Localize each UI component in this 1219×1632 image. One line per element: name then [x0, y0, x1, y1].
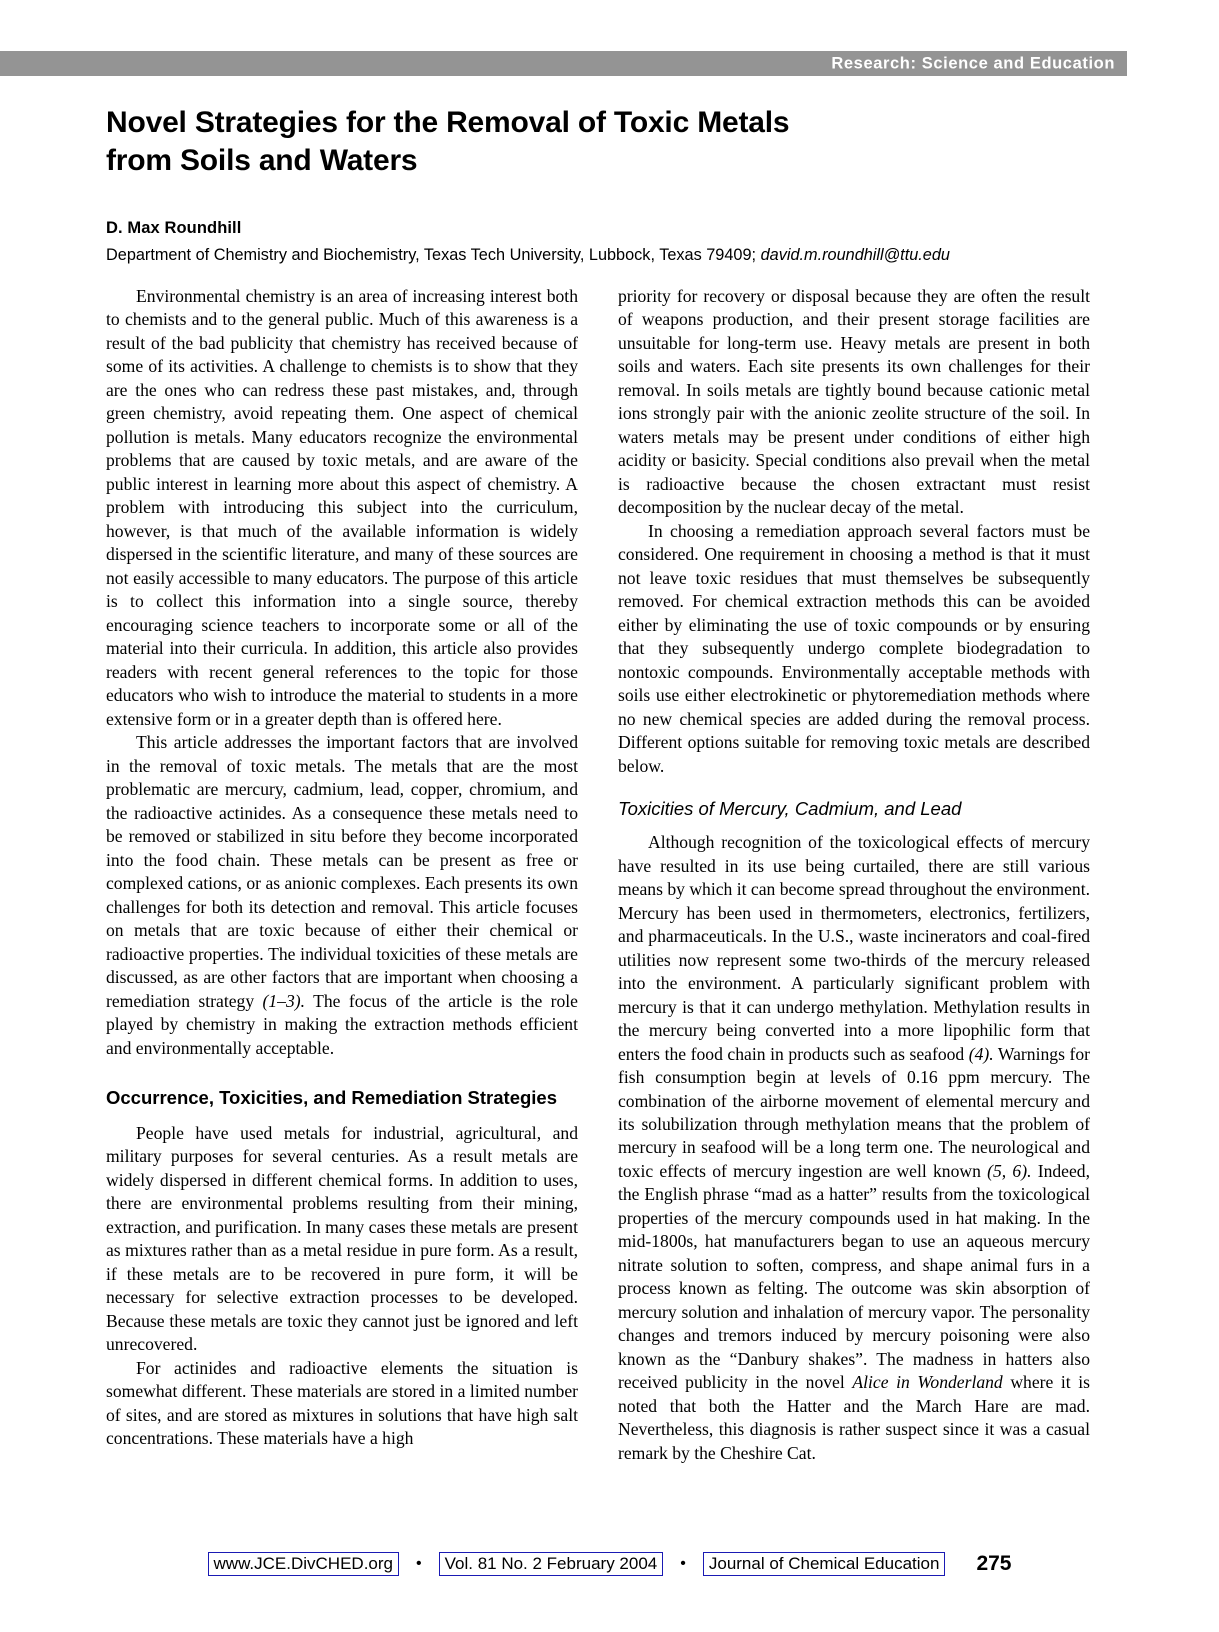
footer-separator-icon: •	[680, 1555, 686, 1573]
subsection-heading: Toxicities of Mercury, Cadmium, and Lead	[618, 798, 962, 820]
article-title-line-1: Novel Strategies for the Removal of Toxic Metals	[106, 106, 790, 139]
running-head-band	[0, 51, 1127, 76]
paragraph: For actinides and radioactive elements the situation is somewhat different. These materials are stored in a limited number of sites, and are stored as mixtures in solutions that have high salt concentrations. These materials have a high	[106, 1357, 578, 1449]
paragraph-text: Although recognition of the toxicological effects of mercury have resulted in its use being curtailed, there are still various means by which it can become spread throughout the environment. Mercury has been used in thermometers, electronics, fertilizers, and pharmaceuticals. In the U.S., waste incinerators and coal-fired utilities now represent some two-thirds of the mercury released into the environment. A particularly significant problem with mercury is that it can undergo methylation. Methylation results in the mercury being converted into a more lipophilic form that enters the food chain in products such as seafood	[618, 832, 1090, 1064]
paragraph-text: Warnings for fish consumption begin at levels of 0.16 ppm mercury. The combination of the airborne movement of elemental mercury and its solubilization through methylation means that the problem of mercury in seafood will be a long term one. The neurological and toxic effects of mercury ingestion are well known	[618, 1043, 1090, 1181]
citation-reference: (5, 6).	[987, 1160, 1032, 1181]
citation-reference: (4).	[968, 1043, 994, 1064]
paragraph: priority for recovery or disposal because they are often the result of weapons production, and their present storage facilities are unsuitable for long-term use. Heavy metals are present in both soils and waters. Each site presents its own challenges for their removal. In soils metals are tightly bound because cationic metal ions strongly pair with the anionic zeolite structure of the soil. In waters metals may be present under conditions of either high acidity or basicity. Special conditions also prevail when the metal is radioactive because the chosen extractant must resist decomposition by the nuclear decay of the metal.	[618, 286, 1090, 518]
article-title-line-2: from Soils and Waters	[106, 144, 418, 178]
paragraph-text: This article addresses the important factors that are involved in the removal of toxic metals. The metals that are the most problematic are mercury, cadmium, lead, copper, chromium, and the radioactive actinides. As a consequence these metals need to be removed or stabilized in situ before they become incorporated into the food chain. These metals can be present as free or complexed cations, or as anionic complexes. Each presents its own challenges for both its detection and removal. This article focuses on metals that are toxic because of either their chemical or radioactive properties. The individual toxicities of these metals are discussed, as are other factors that are important when choosing a remediation strategy	[106, 732, 578, 1011]
affiliation-text: Department of Chemistry and Biochemistry, Texas Tech University, Lubbock, Texas 79409;	[106, 245, 761, 264]
paragraph-text: The focus of the article is the role played by chemistry in making the extraction methods efficient and environmentally acceptable.	[106, 990, 578, 1058]
page-title	[106, 104, 1096, 181]
paragraph: People have used metals for industrial, agricultural, and military purposes for several centuries. As a result metals are widely dispersed in different chemical forms. In addition to uses, there are environmental problems resulting from their mining, extraction, and purification. In many cases these metals are present as mixtures rather than as a metal residue in pure form. As a result, if these metals are to be recovered in pure form, it will be necessary for selective extraction processes to be developed. Because these metals are toxic they cannot just be ignored and left unrecovered.	[106, 1122, 578, 1355]
footer-journal-name[interactable]: Journal of Chemical Education	[703, 1552, 946, 1576]
section-heading: Occurrence, Toxicities, and Remediation Strategies	[106, 1086, 558, 1108]
footer-issue-info[interactable]: Vol. 81 No. 2 February 2004	[439, 1552, 664, 1576]
citation-reference: (1–3).	[262, 990, 306, 1011]
footer-website-link[interactable]: www.JCE.DivCHED.org	[208, 1552, 399, 1576]
title-block	[106, 104, 1096, 265]
right-column	[618, 285, 1090, 1465]
footer-separator-icon: •	[416, 1555, 422, 1573]
book-title: Alice in Wonderland	[852, 1372, 1003, 1393]
author-name: D. Max Roundhill	[106, 218, 242, 237]
paragraph	[106, 731, 578, 1060]
paragraph	[618, 831, 1090, 1465]
paragraph: In choosing a remediation approach several factors must be considered. One requirement in choosing a method is that it must not leave toxic residues that must themselves be subsequently removed. For chemical extraction methods this can be avoided either by eliminating the use of toxic compounds or by ensuring that they subsequently undergo complete biodegradation to nontoxic compounds. Environmentally acceptable methods with soils use either electrokinetic or phytoremediation methods where no new chemical species are added during the removal process. Different options suitable for removing toxic metals are described below.	[618, 520, 1090, 776]
left-column	[106, 285, 578, 1465]
page-number: 275	[976, 1552, 1012, 1576]
page-footer	[0, 1552, 1219, 1576]
body-columns	[106, 285, 1091, 1465]
author-affiliation	[106, 238, 1096, 265]
author-email[interactable]: david.m.roundhill@ttu.edu	[760, 245, 950, 264]
paragraph: Environmental chemistry is an area of increasing interest both to chemists and to the general public. Much of this awareness is a result of the bad publicity that chemistry has received because of some of its activities. A challenge to chemists is to show that they are the ones who can redress these past mistakes, and, through green chemistry, avoid repeating them. One aspect of chemical pollution is metals. Many educators recognize the environmental problems that are caused by toxic metals, and are aware of the public interest in learning more about this aspect of chemistry. A problem with introducing this subject into the curriculum, however, is that much of the available information is widely dispersed in the scientific literature, and many of these sources are not easily accessible to many educators. The purpose of this article is to collect this information into a single source, thereby encouraging science teachers to incorporate some or all of the material into their curricula. In addition, this article also provides readers with recent general references to the topic for those educators who wish to introduce the material to students in a more extensive form or in a greater depth than is offered here.	[106, 286, 578, 729]
running-head-label: Research: Science and Education	[831, 54, 1115, 72]
paragraph-text: where it is noted that both the Hatter and the March Hare are mad. Nevertheless, this diagnosis is rather suspect since it was a casual remark by the Cheshire Cat.	[618, 1372, 1090, 1463]
paragraph-text: Indeed, the English phrase “mad as a hatter” results from the toxicological properties of the mercury compounds used in hat making. In the mid-1800s, hat manufacturers began to use an aqueous mercury nitrate solution to soften, compress, and shape animal furs in a process known as felting. The outcome was skin absorption of mercury solution and inhalation of mercury vapor. The personality changes and tremors induced by mercury poisoning were also known as the “Danbury shakes”. The madness in hatters also received publicity in the novel	[618, 1160, 1090, 1393]
